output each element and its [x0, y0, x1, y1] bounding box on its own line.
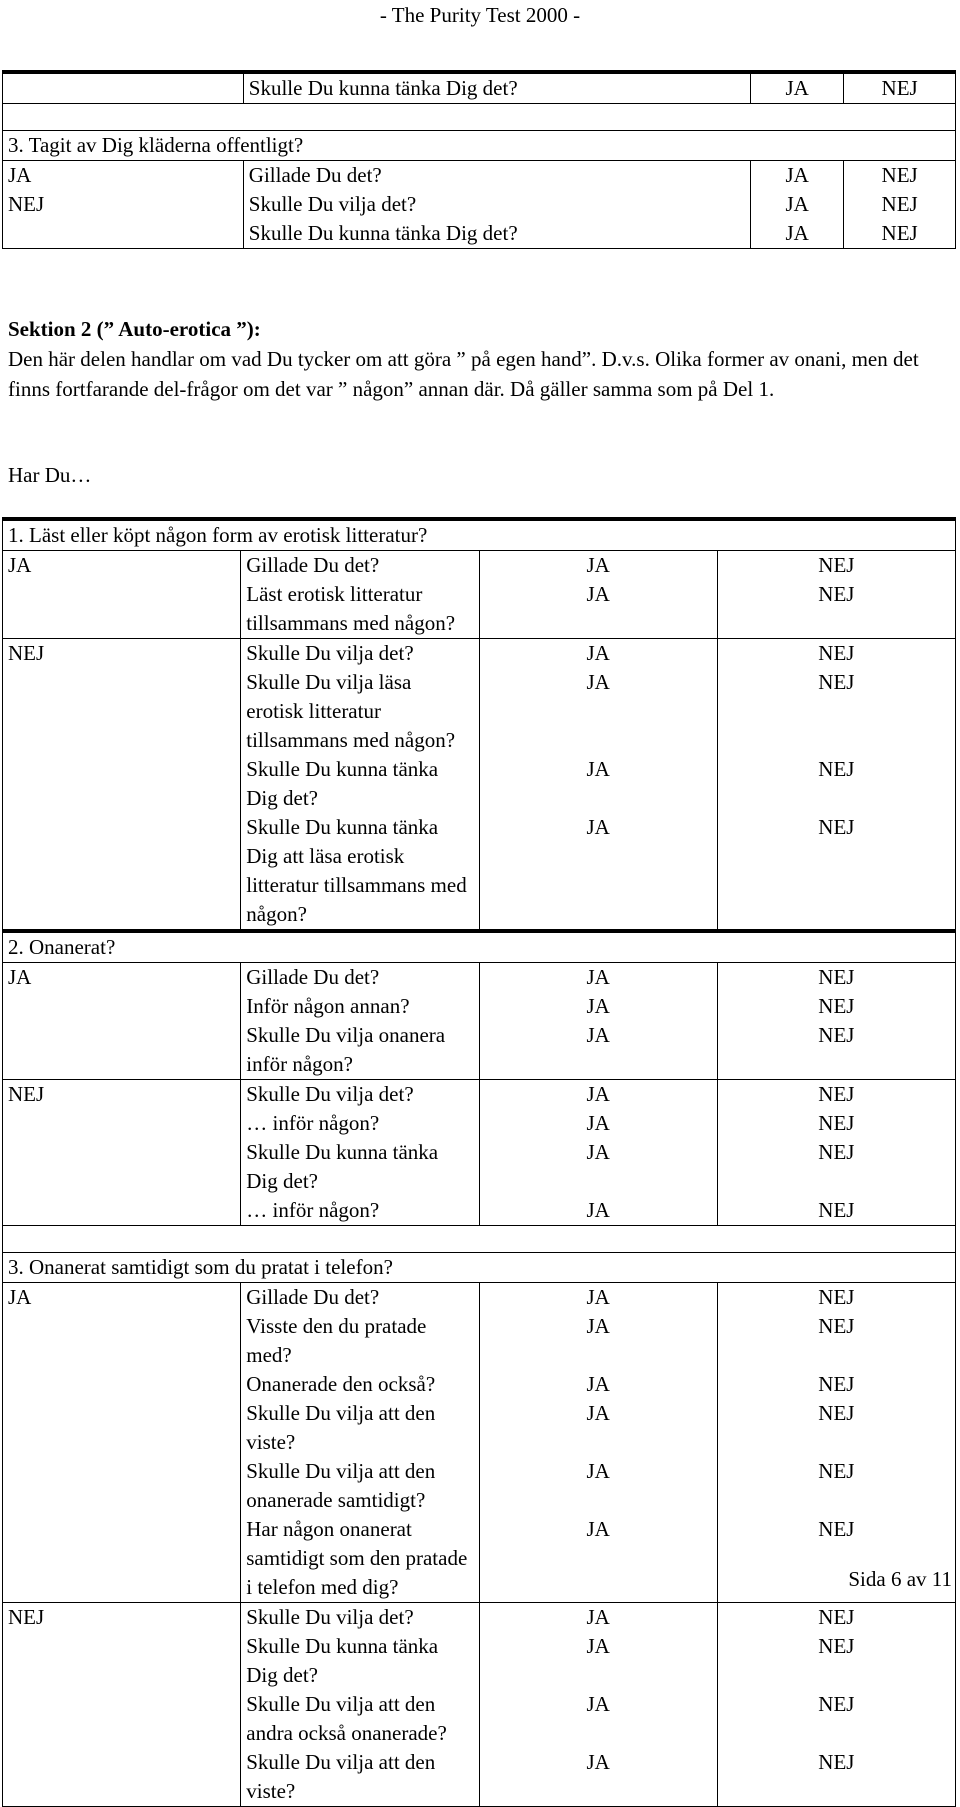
nej-option[interactable]: NEJ: [717, 813, 955, 931]
table-row: [3, 1312, 956, 1370]
question-cell: Inför någon annan?: [241, 992, 479, 1021]
question-heading-row: [3, 519, 956, 551]
question-heading: 1. Läst eller köpt någon form av erotisk litteratur?: [3, 519, 956, 551]
answer-cell: [3, 992, 241, 1021]
ja-option[interactable]: JA: [479, 1138, 717, 1196]
question-cell: Skulle Du kunna tänka Dig det?: [241, 1632, 479, 1690]
nej-option[interactable]: NEJ: [717, 668, 955, 755]
nej-option[interactable]: NEJ: [717, 1021, 955, 1080]
table-row: [3, 1457, 956, 1515]
question-cell: … inför någon?: [241, 1109, 479, 1138]
nej-option[interactable]: NEJ: [717, 551, 955, 581]
question-cell: Skulle Du vilja det?: [241, 1080, 479, 1110]
answer-cell: [3, 1748, 241, 1807]
question-heading: 2. Onanerat?: [3, 931, 956, 963]
question-cell: Läst erotisk litteratur tillsammans med någon?: [241, 580, 479, 639]
question-cell: Skulle Du kunna tänka Dig att läsa erotisk litteratur tillsammans med någon?: [241, 813, 479, 931]
table-row: [3, 1632, 956, 1690]
nej-option[interactable]: NEJ: [844, 72, 956, 104]
ja-option[interactable]: JA: [479, 992, 717, 1021]
question-cell: … inför någon?: [241, 1196, 479, 1226]
table-row: [3, 72, 956, 104]
table-row: [3, 755, 956, 813]
question-cell: Skulle Du vilja att den viste?: [241, 1399, 479, 1457]
nej-option[interactable]: NEJ: [717, 1196, 955, 1226]
section-description: Den här delen handlar om vad Du tycker om att göra ” på egen hand”. D.v.s. Olika former av onani, men det finns fortfarande del-frågor om det var ” någon” annan där. Då gäller samma som på Del 1.: [8, 347, 919, 401]
question-cell: Onanerade den också?: [241, 1370, 479, 1399]
question-cell: Skulle Du kunna tänka Dig det?: [241, 1138, 479, 1196]
answer-cell: [3, 1399, 241, 1457]
question-cell: Skulle Du vilja onanera inför någon?: [241, 1021, 479, 1080]
nej-option[interactable]: NEJ: [717, 1690, 955, 1748]
ja-option[interactable]: JA: [479, 1748, 717, 1807]
ja-option[interactable]: JA: [479, 1603, 717, 1633]
section-intro: [8, 314, 948, 404]
table-row: [3, 1748, 956, 1807]
answer-cell: [3, 1370, 241, 1399]
ja-option[interactable]: JA: [479, 1399, 717, 1457]
answer-cell: [3, 1021, 241, 1080]
answer-cell: [3, 813, 241, 931]
nej-option[interactable]: NEJ: [717, 992, 955, 1021]
nej-option[interactable]: NEJ: [717, 1080, 955, 1110]
answer-cell: NEJ: [3, 190, 244, 219]
question-cell: Skulle Du kunna tänka Dig det?: [243, 72, 750, 104]
question-cell: Skulle Du vilja att den viste?: [241, 1748, 479, 1807]
nej-option[interactable]: NEJ: [717, 1283, 955, 1313]
har-du-label: Har Du…: [8, 463, 92, 487]
answer-cell: [3, 1457, 241, 1515]
answer-cell: [3, 755, 241, 813]
answer-cell: [3, 580, 241, 639]
answer-cell: [3, 72, 244, 104]
answer-cell: [3, 1109, 241, 1138]
question-cell: Skulle Du vilja läsa erotisk litteratur tillsammans med någon?: [241, 668, 479, 755]
nej-option[interactable]: NEJ: [717, 1515, 955, 1603]
table-row: [3, 1399, 956, 1457]
nej-option[interactable]: NEJ: [717, 1138, 955, 1196]
ja-option[interactable]: JA: [479, 551, 717, 581]
table-row: [3, 551, 956, 581]
question-heading-row: [3, 1253, 956, 1283]
ja-option[interactable]: JA: [479, 1080, 717, 1110]
table-row: [3, 190, 956, 219]
table-row: [3, 1370, 956, 1399]
table-row: [3, 1283, 956, 1313]
nej-option[interactable]: NEJ: [717, 1109, 955, 1138]
table-row: [3, 1109, 956, 1138]
answer-cell: [3, 1690, 241, 1748]
spacer-cell: [3, 104, 956, 131]
table-row: [3, 992, 956, 1021]
page-header: - The Purity Test 2000 -: [379, 3, 581, 27]
ja-option[interactable]: JA: [479, 1690, 717, 1748]
table-main-body: [3, 519, 956, 1807]
ja-option[interactable]: JA: [479, 813, 717, 931]
nej-option[interactable]: NEJ: [844, 161, 956, 191]
ja-option[interactable]: JA: [479, 1457, 717, 1515]
ja-option[interactable]: JA: [479, 1312, 717, 1370]
nej-option[interactable]: NEJ: [717, 1312, 955, 1370]
table-row: [3, 1021, 956, 1080]
table-row: [3, 1515, 956, 1603]
nej-option[interactable]: NEJ: [717, 1603, 955, 1633]
table-row: [3, 1138, 956, 1196]
question-heading-row: [3, 131, 956, 161]
ja-option[interactable]: JA: [479, 1021, 717, 1080]
nej-option[interactable]: NEJ: [717, 755, 955, 813]
question-heading: 3. Tagit av Dig kläderna offentligt?: [3, 131, 956, 161]
questions-table-top: [2, 70, 956, 249]
nej-option[interactable]: NEJ: [717, 1748, 955, 1807]
ja-option[interactable]: JA: [479, 668, 717, 755]
question-cell: Gillade Du det?: [241, 963, 479, 993]
question-cell: Skulle Du vilja att den onanerade samtidigt?: [241, 1457, 479, 1515]
answer-cell: [3, 1312, 241, 1370]
nej-option[interactable]: NEJ: [717, 963, 955, 993]
question-heading-row: [3, 931, 956, 963]
answer-cell: [3, 1515, 241, 1603]
question-heading: 3. Onanerat samtidigt som du pratat i telefon?: [3, 1253, 956, 1283]
nej-option[interactable]: NEJ: [844, 219, 956, 249]
table-row: [3, 813, 956, 931]
ja-option[interactable]: JA: [479, 1632, 717, 1690]
question-cell: Skulle Du kunna tänka Dig det?: [243, 219, 750, 249]
ja-option[interactable]: JA: [479, 639, 717, 669]
nej-option[interactable]: NEJ: [717, 1457, 955, 1515]
question-cell: Skulle Du vilja det?: [243, 190, 750, 219]
ja-option[interactable]: JA: [479, 1283, 717, 1313]
ja-option[interactable]: JA: [751, 72, 844, 104]
nej-option[interactable]: NEJ: [717, 1370, 955, 1399]
answer-cell: [3, 219, 244, 249]
question-cell: Skulle Du kunna tänka Dig det?: [241, 755, 479, 813]
ja-option[interactable]: JA: [751, 161, 844, 191]
table-row: [3, 963, 956, 993]
question-cell: Visste den du pratade med?: [241, 1312, 479, 1370]
ja-option[interactable]: JA: [479, 963, 717, 993]
question-cell: Gillade Du det?: [241, 1283, 479, 1313]
answer-cell: [3, 1138, 241, 1196]
answer-cell: NEJ: [3, 1603, 241, 1633]
ja-option[interactable]: JA: [751, 190, 844, 219]
table-top-body: [3, 72, 956, 249]
answer-cell: JA: [3, 551, 241, 581]
ja-option[interactable]: JA: [479, 1196, 717, 1226]
table-row: [3, 1080, 956, 1110]
answer-cell: JA: [3, 1283, 241, 1313]
ja-option[interactable]: JA: [479, 580, 717, 639]
table-row: [3, 1690, 956, 1748]
table-row: [3, 161, 956, 191]
spacer-cell: [3, 1226, 956, 1253]
answer-cell: [3, 668, 241, 755]
question-cell: Skulle Du vilja det?: [241, 1603, 479, 1633]
spacer-row: [3, 1226, 956, 1253]
answer-cell: [3, 1632, 241, 1690]
nej-option[interactable]: NEJ: [717, 639, 955, 669]
answer-cell: NEJ: [3, 1080, 241, 1110]
spacer-row: [3, 104, 956, 131]
table-row: [3, 1603, 956, 1633]
page-number: Sida 6 av 11: [848, 1567, 952, 1591]
question-cell: Gillade Du det?: [241, 551, 479, 581]
table-row: [3, 668, 956, 755]
ja-option[interactable]: JA: [479, 1370, 717, 1399]
answer-cell: NEJ: [3, 639, 241, 669]
ja-option[interactable]: JA: [479, 1515, 717, 1603]
nej-option[interactable]: NEJ: [844, 190, 956, 219]
nej-option[interactable]: NEJ: [717, 1632, 955, 1690]
question-cell: Har någon onanerat samtidigt som den pratade i telefon med dig?: [241, 1515, 479, 1603]
table-row: [3, 580, 956, 639]
answer-cell: JA: [3, 963, 241, 993]
ja-option[interactable]: JA: [479, 1109, 717, 1138]
questions-table-main: [2, 517, 956, 1807]
table-row: [3, 1196, 956, 1226]
ja-option[interactable]: JA: [751, 219, 844, 249]
question-cell: Skulle Du vilja att den andra också onanerade?: [241, 1690, 479, 1748]
table-row: [3, 639, 956, 669]
nej-option[interactable]: NEJ: [717, 580, 955, 639]
question-cell: Skulle Du vilja det?: [241, 639, 479, 669]
section-title: Sektion 2 (” Auto-erotica ”):: [8, 317, 261, 341]
answer-cell: JA: [3, 161, 244, 191]
answer-cell: [3, 1196, 241, 1226]
question-cell: Gillade Du det?: [243, 161, 750, 191]
table-row: [3, 219, 956, 249]
ja-option[interactable]: JA: [479, 755, 717, 813]
nej-option[interactable]: NEJ: [717, 1399, 955, 1457]
